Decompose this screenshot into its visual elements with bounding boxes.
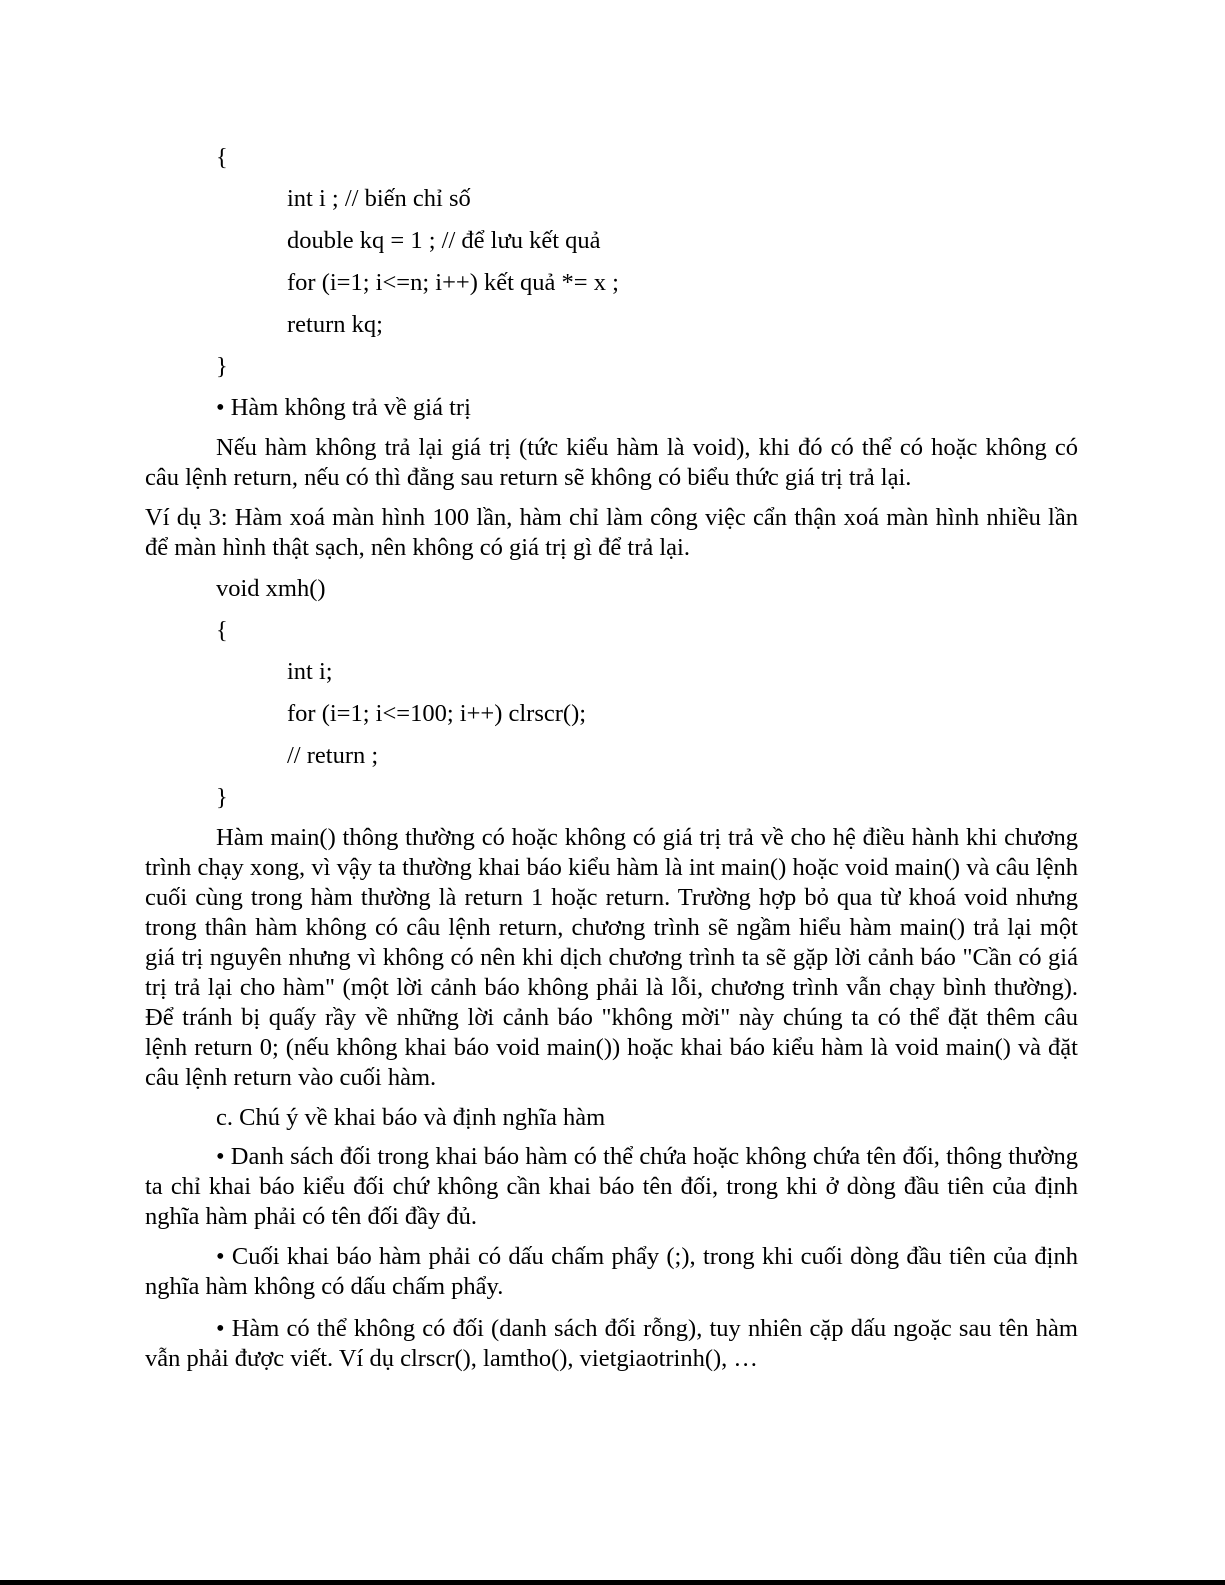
code1-line-1: int i ; // biến chỉ số: [287, 185, 471, 212]
code2-line-1: int i;: [287, 658, 333, 685]
code1-close-brace: }: [216, 353, 228, 380]
code2-line-2: for (i=1; i<=100; i++) clrscr();: [287, 700, 587, 727]
code1-line-4: return kq;: [287, 311, 383, 338]
note-empty-arguments: • Hàm có thể không có đối (danh sách đối rỗng), tuy nhiên cặp dấu ngoặc sau tên hàm vẫn phải được viết. Ví dụ clrscr(), lamtho(), vietgiaotrinh(), …: [145, 1315, 1078, 1372]
code1-line-3: for (i=1; i<=n; i++) kết quả *= x ;: [287, 269, 619, 296]
note-semicolon: • Cuối khai báo hàm phải có dấu chấm phẩy (;), trong khi cuối dòng đầu tiên của định nghĩa hàm không có dấu chấm phẩy.: [145, 1243, 1078, 1300]
code2-signature: void xmh(): [216, 575, 326, 602]
bottom-border: [0, 1580, 1225, 1585]
note-argument-list: • Danh sách đối trong khai báo hàm có thể chứa hoặc không chứa tên đối, thông thường ta chỉ khai báo kiểu đối chứ không cần khai báo tên đối, trong khi ở dòng đầu tiên của định nghĩa hàm phải có tên đối đầy đủ.: [145, 1143, 1078, 1230]
code1-open-brace: {: [216, 144, 228, 171]
code2-open-brace: {: [216, 617, 228, 644]
paragraph-main-function: Hàm main() thông thường có hoặc không có giá trị trả về cho hệ điều hành khi chương trình chạy xong, vì vậy ta thường khai báo kiểu hàm là int main() hoặc void main() và câu lệnh cuối cùng trong hàm thường là return 1 hoặc return. Trường hợp bỏ qua từ khoá void nhưng trong thân hàm không có câu lệnh return, chương trình sẽ ngầm hiểu hàm main() trả lại một giá trị nguyên nhưng vì không có nên khi dịch chương trình ta sẽ gặp lời cảnh báo "Cần có giá trị trả lại cho hàm" (một lời cảnh báo không phải là lỗi, chương trình vẫn chạy bình thường). Để tránh bị quấy rầy về những lời cảnh báo "không mời" này chúng ta có thể đặt thêm câu lệnh return 0; (nếu không khai báo void main()) hoặc khai báo kiểu hàm là void main() và đặt câu lệnh return vào cuối hàm.: [145, 824, 1078, 1091]
section-heading-c: c. Chú ý về khai báo và định nghĩa hàm: [216, 1104, 606, 1131]
paragraph-void-function: Nếu hàm không trả lại giá trị (tức kiểu hàm là void), khi đó có thể có hoặc không có câu lệnh return, nếu có thì đằng sau return sẽ không có biểu thức giá trị trả lại.: [145, 434, 1078, 491]
example-3-paragraph: Ví dụ 3: Hàm xoá màn hình 100 lần, hàm chỉ làm công việc cẩn thận xoá màn hình nhiều lần để màn hình thật sạch, nên không có giá trị gì để trả lại.: [145, 504, 1078, 561]
code1-line-2: double kq = 1 ; // để lưu kết quả: [287, 227, 601, 254]
code2-close-brace: }: [216, 784, 228, 811]
code2-line-3: // return ;: [287, 742, 379, 769]
bullet-no-return-value: • Hàm không trả về giá trị: [216, 394, 471, 421]
